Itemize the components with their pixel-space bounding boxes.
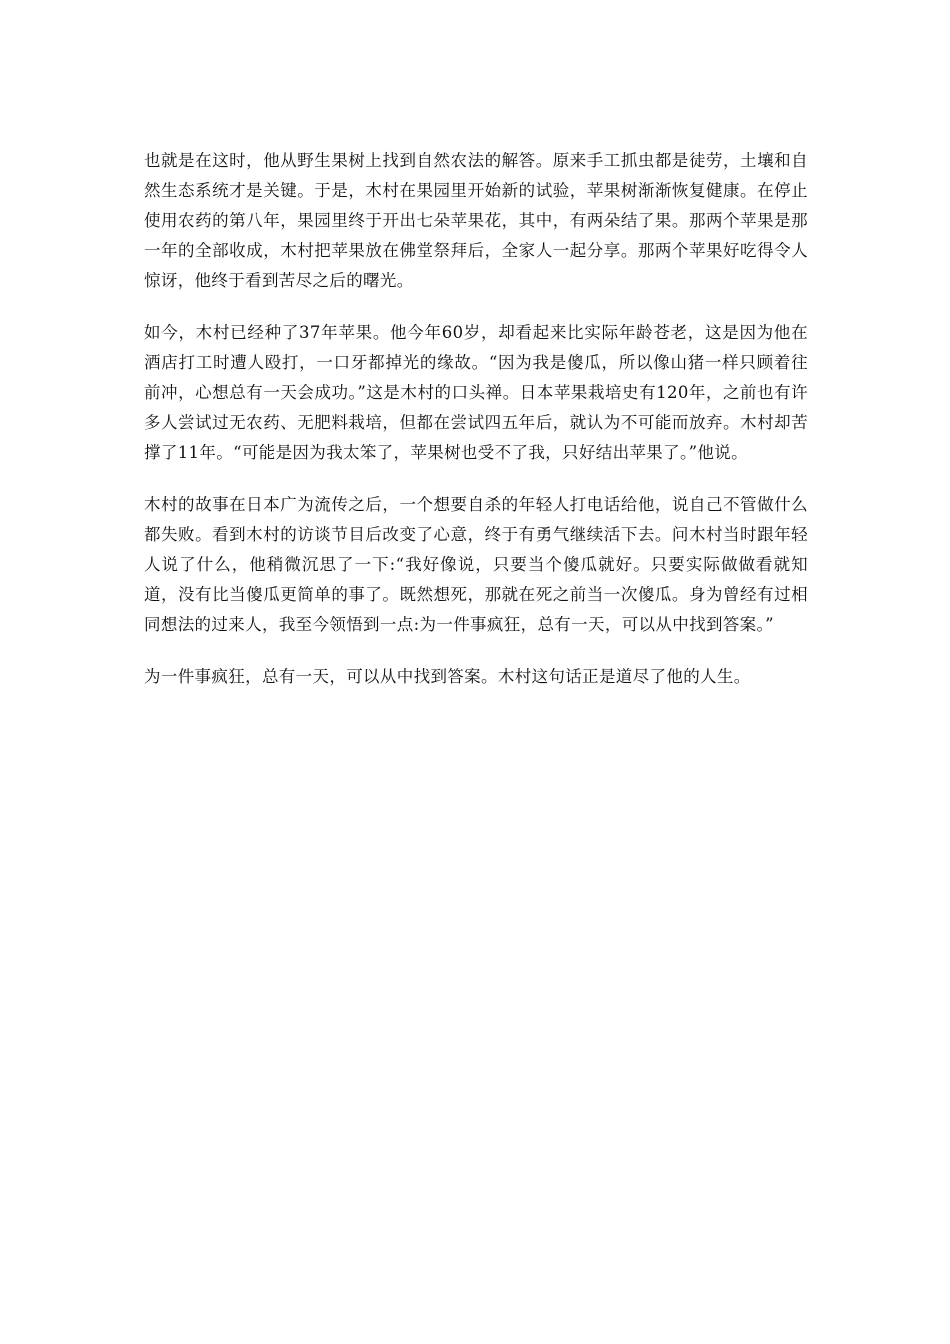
document-body bbox=[144, 146, 808, 692]
paragraph-4: 为一件事疯狂，总有一天，可以从中找到答案。木村这句话正是道尽了他的人生。 bbox=[144, 667, 751, 686]
paragraph-3: 木村的故事在日本广为流传之后，一个想要自杀的年轻人打电话给他，说自己不管做什么都失败。看到木村的访谈节目后改变了心意，终于有勇气继续活下去。问木村当时跟年轻人说了什么，他稍微沉思了一下:“我好像说，只要当个傻瓜就好。只要实际做做看就知道，没有比当傻瓜更简单的事了。既然想死，那就在死之前当一次傻瓜。身为曾经有过相同想法的过来人，我至今领悟到一点:为一件事疯狂，总有一天，可以从中找到答案。” bbox=[144, 495, 808, 634]
paragraph-2: 如今，木村已经种了37年苹果。他今年60岁，却看起来比实际年龄苍老，这是因为他在酒店打工时遭人殴打，一口牙都掉光的缘故。“因为我是傻瓜，所以像山猪一样只顾着往前冲，心想总有一天会成功。”这是木村的口头禅。日本苹果栽培史有120年，之前也有许多人尝试过无农药、无肥料栽培，但都在尝试四五年后，就认为不可能而放弃。木村却苦撑了11年。“可能是因为我太笨了，苹果树也受不了我，只好结出苹果了。”他说。 bbox=[144, 323, 808, 462]
paragraph-1: 也就是在这时，他从野生果树上找到自然农法的解答。原来手工抓虫都是徒劳，土壤和自然生态系统才是关键。于是，木村在果园里开始新的试验，苹果树渐渐恢复健康。在停止使用农药的第八年，果园里终于开出七朵苹果花，其中，有两朵结了果。那两个苹果是那一年的全部收成，木村把苹果放在佛堂祭拜后，全家人一起分享。那两个苹果好吃得令人惊讶，他终于看到苦尽之后的曙光。 bbox=[144, 151, 808, 290]
